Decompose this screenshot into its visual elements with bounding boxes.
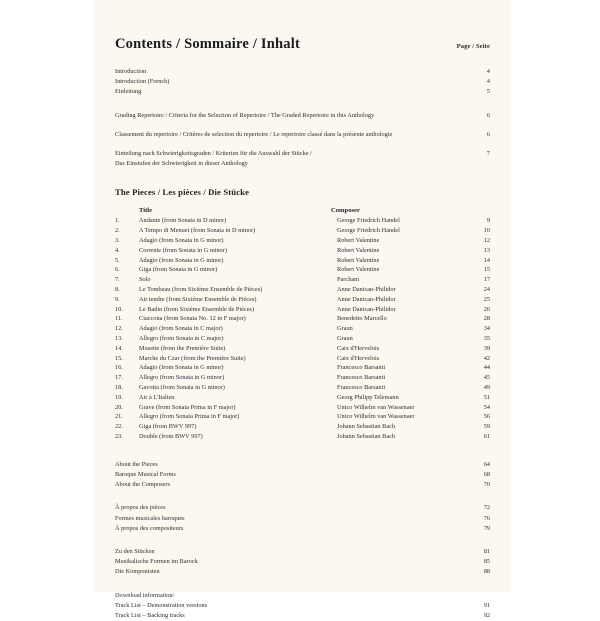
piece-number: 5. bbox=[115, 256, 120, 264]
piece-number: 22. bbox=[115, 423, 123, 431]
piece-page: 17 bbox=[483, 276, 490, 284]
toc-entry-page: 91 bbox=[483, 601, 490, 609]
toc-entry-page: 76 bbox=[483, 514, 490, 522]
table-row[interactable] bbox=[115, 403, 490, 413]
toc-entry-download-heading bbox=[115, 591, 490, 601]
toc-entry[interactable] bbox=[115, 611, 490, 621]
piece-composer: Benedetto Marcello bbox=[337, 315, 387, 323]
piece-number: 9. bbox=[115, 295, 120, 303]
pieces-section-title: The Pieces / Les pièces / Die Stücke bbox=[115, 187, 250, 198]
column-header-composer: Composer bbox=[331, 207, 360, 215]
piece-composer: Francesco Barsanti bbox=[337, 364, 386, 372]
table-row[interactable] bbox=[115, 363, 490, 373]
piece-composer: Johann Sebastian Bach bbox=[337, 432, 396, 440]
piece-composer: Georg Philipp Telemann bbox=[337, 393, 399, 401]
table-row[interactable] bbox=[115, 275, 490, 285]
piece-number: 23. bbox=[115, 432, 123, 440]
piece-number: 16. bbox=[115, 364, 123, 372]
piece-page: 14 bbox=[483, 256, 490, 264]
table-row[interactable] bbox=[115, 393, 490, 403]
toc-entry-grading-en[interactable] bbox=[115, 111, 490, 121]
toc-entry[interactable] bbox=[115, 503, 490, 513]
piece-title: Allegro (from Sonata in C major) bbox=[139, 334, 224, 342]
column-header-page bbox=[462, 207, 490, 214]
toc-entry-page: 85 bbox=[483, 558, 490, 566]
toc-entry-page: 4 bbox=[486, 68, 490, 75]
toc-entry-label: About the Pieces bbox=[115, 460, 158, 468]
table-row[interactable] bbox=[115, 265, 490, 275]
piece-number: 17. bbox=[115, 374, 123, 382]
piece-number: 2. bbox=[115, 227, 120, 235]
piece-page: 49 bbox=[483, 383, 490, 391]
piece-page: 28 bbox=[483, 315, 490, 323]
table-row[interactable] bbox=[115, 383, 490, 393]
toc-entry[interactable] bbox=[115, 67, 490, 77]
piece-number: 12. bbox=[115, 325, 123, 333]
piece-composer: Robert Valentine bbox=[337, 246, 380, 254]
piece-page: 35 bbox=[483, 334, 490, 342]
piece-title: Le Badin (from Sixiéme Ensemble de Piéces) bbox=[139, 305, 255, 313]
piece-page: 24 bbox=[483, 286, 490, 293]
piece-title: Double (from BWV 997) bbox=[139, 432, 203, 440]
page-content bbox=[115, 36, 490, 621]
piece-page: 39 bbox=[483, 344, 490, 352]
piece-number: 19. bbox=[115, 393, 123, 401]
column-header-title: Title bbox=[139, 207, 153, 215]
toc-entry-page: 92 bbox=[483, 611, 490, 619]
piece-number: 21. bbox=[115, 413, 123, 421]
table-row[interactable] bbox=[115, 236, 490, 246]
piece-page: 25 bbox=[483, 295, 490, 303]
toc-entry-label: Download information/ bbox=[115, 591, 175, 599]
piece-composer: Francesco Barsanti bbox=[337, 383, 386, 391]
back-matter-german bbox=[115, 547, 490, 578]
piece-title: Solo bbox=[139, 276, 151, 284]
table-row[interactable] bbox=[115, 285, 490, 295]
spacer bbox=[115, 490, 490, 503]
document-page bbox=[93, 0, 510, 619]
pieces-table bbox=[115, 216, 490, 441]
piece-composer: Robert Valentine bbox=[337, 237, 380, 245]
piece-title: Andante (from Sonata in D minor) bbox=[139, 217, 227, 225]
piece-composer: Caix d'Hervelois bbox=[337, 344, 380, 352]
column-header-number bbox=[115, 207, 139, 214]
piece-page: 42 bbox=[483, 354, 490, 362]
table-row[interactable] bbox=[115, 412, 490, 422]
piece-page: 51 bbox=[483, 393, 490, 401]
piece-composer: Parcham bbox=[337, 276, 360, 284]
toc-entry-grading-de[interactable] bbox=[115, 149, 490, 169]
toc-entry-label: À propos des compositeurs bbox=[115, 524, 184, 532]
piece-title: Musette (from the Première Suite) bbox=[139, 344, 226, 352]
toc-entry[interactable] bbox=[115, 460, 490, 470]
piece-page: 59 bbox=[483, 423, 490, 431]
toc-entry-label: Formes musicales baroques bbox=[115, 514, 185, 522]
piece-title: Ciaccona (from Sonata No. 12 in F major) bbox=[139, 315, 246, 323]
toc-entry-label: About the Composers bbox=[115, 481, 170, 489]
toc-entry[interactable] bbox=[115, 601, 490, 611]
piece-page: 15 bbox=[483, 266, 490, 274]
toc-entry-label-line1: Einteilung nach Schwierigkeitsgraden / Kriterien für die Auswahl der Stücke / bbox=[115, 150, 312, 158]
page-column-label: Page / Seite bbox=[456, 43, 490, 50]
piece-title: Giga (from BWV 997) bbox=[139, 423, 197, 431]
piece-page: 26 bbox=[483, 305, 490, 313]
piece-number: 4. bbox=[115, 246, 120, 254]
piece-title: Corrente (from Sonata in G minor) bbox=[139, 246, 227, 254]
piece-composer: Anne Danican-Philidor bbox=[337, 295, 396, 303]
toc-entry[interactable] bbox=[115, 547, 490, 557]
pieces-column-headers bbox=[115, 207, 490, 214]
piece-title: Air à L'Italien bbox=[139, 393, 175, 401]
piece-number: 10. bbox=[115, 305, 123, 313]
piece-number: 20. bbox=[115, 403, 123, 411]
table-row[interactable] bbox=[115, 373, 490, 383]
spacer bbox=[115, 534, 490, 547]
piece-title: Allegro (from Sonata in G minor) bbox=[139, 374, 225, 382]
table-row[interactable] bbox=[115, 216, 490, 226]
toc-entry-label: Einleitung bbox=[115, 88, 142, 96]
grading-list bbox=[115, 111, 490, 170]
piece-number: 3. bbox=[115, 237, 120, 245]
spacer bbox=[115, 98, 490, 111]
piece-composer: Unico Wilhelm van Wassenaer bbox=[337, 413, 415, 421]
toc-entry-label: Zu den Stücken bbox=[115, 547, 155, 555]
toc-entry-label: Grading Repertoire / Criteria for the Selection of Repertoire / The Graded Repertoire in this Anthology bbox=[115, 111, 375, 119]
toc-entry-page: 72 bbox=[483, 504, 490, 512]
table-row[interactable] bbox=[115, 256, 490, 266]
toc-entry-page: 4 bbox=[486, 78, 490, 86]
piece-page: 45 bbox=[483, 374, 490, 382]
back-matter-french bbox=[115, 503, 490, 534]
toc-entry[interactable] bbox=[115, 557, 490, 567]
toc-entry-page: 88 bbox=[483, 568, 490, 576]
table-row[interactable] bbox=[115, 295, 490, 305]
piece-page: 13 bbox=[483, 246, 490, 254]
piece-title: Allegro (from Sonata Prima in F major) bbox=[139, 413, 240, 421]
piece-number: 11. bbox=[115, 315, 123, 323]
piece-title: Giga (from Sonata in G minor) bbox=[139, 266, 218, 274]
piece-title: Adagio (from Sonata in C major) bbox=[139, 325, 223, 333]
spacer bbox=[115, 140, 490, 149]
piece-composer: Caix d'Hervelois bbox=[337, 354, 380, 362]
toc-entry-label: Introduction bbox=[115, 68, 147, 75]
table-row[interactable] bbox=[115, 432, 490, 442]
toc-entry[interactable] bbox=[115, 524, 490, 534]
piece-composer: Graun bbox=[337, 334, 353, 342]
toc-entry-page: 68 bbox=[483, 470, 490, 478]
toc-entry-label: Classement du repertoire / Critères de selection du repertoire / Le repertoire classé dans la présente anthologie bbox=[115, 130, 393, 138]
piece-title: Le Tombeau (from Sixiéme Ensemble de Piéces) bbox=[139, 286, 263, 293]
piece-number: 18. bbox=[115, 383, 123, 391]
piece-title: Adagio (from Sonata in G minor) bbox=[139, 237, 224, 245]
piece-composer: Francesco Barsanti bbox=[337, 374, 386, 382]
piece-composer: Graun bbox=[337, 325, 353, 333]
toc-entry-page: 5 bbox=[486, 88, 490, 96]
toc-entry-label: Track List – Backing tracks bbox=[115, 611, 185, 619]
piece-page: 54 bbox=[483, 403, 490, 411]
piece-number: 13. bbox=[115, 334, 123, 342]
piece-number: 6. bbox=[115, 266, 120, 274]
piece-number: 1. bbox=[115, 217, 120, 225]
toc-entry-page: 70 bbox=[483, 481, 490, 489]
front-matter-list bbox=[115, 67, 490, 98]
piece-page: 9 bbox=[486, 217, 490, 225]
toc-entry-label-group bbox=[115, 149, 462, 169]
table-row[interactable] bbox=[115, 314, 490, 324]
piece-number: 8. bbox=[115, 286, 120, 293]
piece-number: 15. bbox=[115, 354, 123, 362]
piece-composer: Unico Wilhelm van Wassenaer bbox=[337, 403, 415, 411]
table-row[interactable] bbox=[115, 324, 490, 334]
piece-title: Adagio (from Sonata in G minor) bbox=[139, 256, 224, 264]
piece-title: Marche du Czar (from the Première Suite) bbox=[139, 354, 246, 362]
toc-entry[interactable] bbox=[115, 567, 490, 577]
toc-entry[interactable] bbox=[115, 87, 490, 97]
piece-title: Air tendre (from Sixiéme Ensemble de Piéces) bbox=[139, 295, 257, 303]
piece-composer: Robert Valentine bbox=[337, 266, 380, 274]
table-row[interactable] bbox=[115, 422, 490, 432]
table-row[interactable] bbox=[115, 334, 490, 344]
piece-composer: Anne Danican-Philidor bbox=[337, 305, 396, 313]
piece-title: Adagio (from Sonata in G minor) bbox=[139, 364, 224, 372]
piece-title: Gavotta (from Sonata in G minor) bbox=[139, 383, 225, 391]
toc-entry[interactable] bbox=[115, 77, 490, 87]
piece-page: 12 bbox=[483, 237, 490, 245]
pieces-section bbox=[115, 187, 490, 441]
spacer bbox=[115, 169, 490, 187]
spacer bbox=[115, 442, 490, 460]
piece-page: 44 bbox=[483, 364, 490, 372]
piece-composer: George Friedrich Handel bbox=[337, 227, 400, 235]
table-row[interactable] bbox=[115, 344, 490, 354]
piece-number: 14. bbox=[115, 344, 123, 352]
piece-composer: George Friedrich Handel bbox=[337, 217, 400, 225]
toc-entry[interactable] bbox=[115, 470, 490, 480]
piece-composer: Robert Valentine bbox=[337, 256, 380, 264]
piece-page: 34 bbox=[483, 325, 490, 333]
spacer bbox=[115, 121, 490, 130]
toc-entry-label: Die Komponisten bbox=[115, 568, 160, 576]
piece-title: Grave (from Sonata Prima in F major) bbox=[139, 403, 236, 411]
toc-entry-label: Introduction (French) bbox=[115, 78, 170, 86]
piece-composer: Johann Sebastian Bach bbox=[337, 423, 396, 431]
piece-page: 10 bbox=[483, 227, 490, 235]
table-row[interactable] bbox=[115, 305, 490, 315]
toc-entry-label: À propos des pièces bbox=[115, 504, 166, 512]
piece-page: 56 bbox=[483, 413, 490, 421]
piece-number: 7. bbox=[115, 276, 120, 284]
piece-composer: Anne Danican-Philidor bbox=[337, 286, 396, 293]
back-matter-english bbox=[115, 460, 490, 491]
toc-entry-page: 7 bbox=[486, 150, 490, 158]
piece-page: 61 bbox=[483, 432, 490, 440]
download-information-list bbox=[115, 591, 490, 621]
toc-entry-label-line2: Das Einstufen der Schwierigkeit in dieser Anthology bbox=[115, 160, 248, 168]
piece-title: A Tempo di Menuet (from Sonata in D minor) bbox=[139, 227, 256, 235]
toc-entry-label: Track List – Demonstration versions bbox=[115, 601, 208, 609]
toc-entry-page: 6 bbox=[486, 130, 490, 138]
spacer bbox=[115, 578, 490, 591]
toc-entry-grading-fr[interactable] bbox=[115, 130, 490, 140]
toc-entry-page: 6 bbox=[486, 111, 490, 119]
toc-entry[interactable] bbox=[115, 514, 490, 524]
page-title: Contents / Sommaire / Inhalt bbox=[115, 36, 300, 52]
table-row[interactable] bbox=[115, 354, 490, 364]
toc-entry-label: Baroque Musical Forms bbox=[115, 470, 176, 478]
toc-entry-label: Musikalische Formen im Barock bbox=[115, 558, 198, 566]
toc-entry-page: 79 bbox=[483, 524, 490, 532]
table-row[interactable] bbox=[115, 226, 490, 236]
toc-entry-page: 81 bbox=[483, 547, 490, 555]
toc-entry[interactable] bbox=[115, 480, 490, 490]
contents-header bbox=[115, 36, 490, 53]
toc-entry-page: 64 bbox=[483, 460, 490, 468]
table-row[interactable] bbox=[115, 246, 490, 256]
